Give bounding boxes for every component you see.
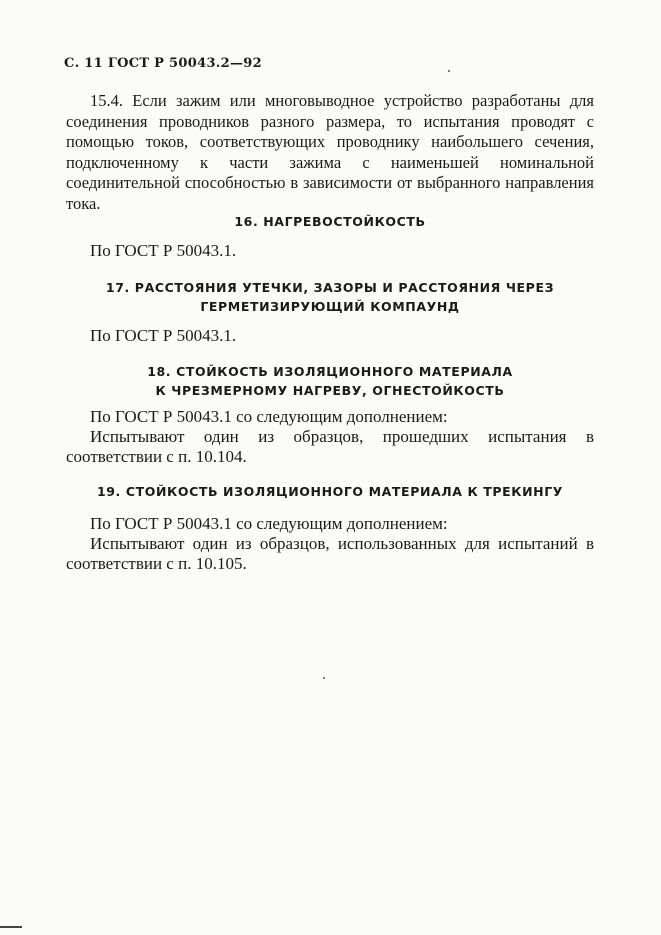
section-19-reference: По ГОСТ Р 50043.1 со следующим дополнением: — [90, 514, 448, 533]
heading-section-16: 16. НАГРЕВОСТОЙКОСТЬ — [234, 214, 426, 229]
scan-edge-mark — [0, 926, 22, 928]
section-17-body — [66, 326, 594, 346]
scan-speck — [448, 70, 450, 72]
section-18-reference: По ГОСТ Р 50043.1 со следующим дополнением: — [90, 407, 448, 426]
section-19-body — [66, 514, 594, 574]
heading-section-18-line1: 18. СТОЙКОСТЬ ИЗОЛЯЦИОННОГО МАТЕРИАЛА — [147, 364, 513, 379]
heading-section-17-line1: 17. РАССТОЯНИЯ УТЕЧКИ, ЗАЗОРЫ И РАССТОЯНИЯ ЧЕРЕЗ — [105, 280, 555, 295]
section-16-reference: По ГОСТ Р 50043.1. — [90, 241, 237, 260]
heading-section-17 — [66, 278, 594, 316]
section-18-addition: Испытывают один из образцов, прошедших испытания в соответствии с п. 10.104. — [66, 427, 594, 466]
heading-section-17-line2: ГЕРМЕТИЗИРУЮЩИЙ КОМПАУНД — [200, 299, 460, 314]
scan-speck — [323, 677, 325, 679]
section-18-body — [66, 407, 594, 467]
section-17-reference: По ГОСТ Р 50043.1. — [90, 326, 237, 345]
heading-section-19: 19. СТОЙКОСТЬ ИЗОЛЯЦИОННОГО МАТЕРИАЛА К ТРЕКИНГУ — [96, 484, 564, 499]
paragraph-15-4: 15.4. Если зажим или многовыводное устройство разработаны для соединения проводников разного размера, то испытания проводят с помощью токов, соответствующих проводнику наибольшего сечения, подключенному к части зажима с наименьшей номинальной соединительной способностью в зависимости от выбранного направления тока. — [66, 91, 594, 213]
heading-section-18-line2: К ЧРЕЗМЕРНОМУ НАГРЕВУ, ОГНЕСТОЙКОСТЬ — [155, 383, 505, 398]
section-16-body — [66, 241, 594, 261]
section-19-addition: Испытывают один из образцов, использованных для испытаний в соответствии с п. 10.105. — [66, 534, 594, 573]
section-15-4 — [66, 91, 594, 214]
running-head: С. 11 ГОСТ Р 50043.2—92 — [64, 56, 262, 71]
heading-section-18 — [66, 362, 594, 400]
